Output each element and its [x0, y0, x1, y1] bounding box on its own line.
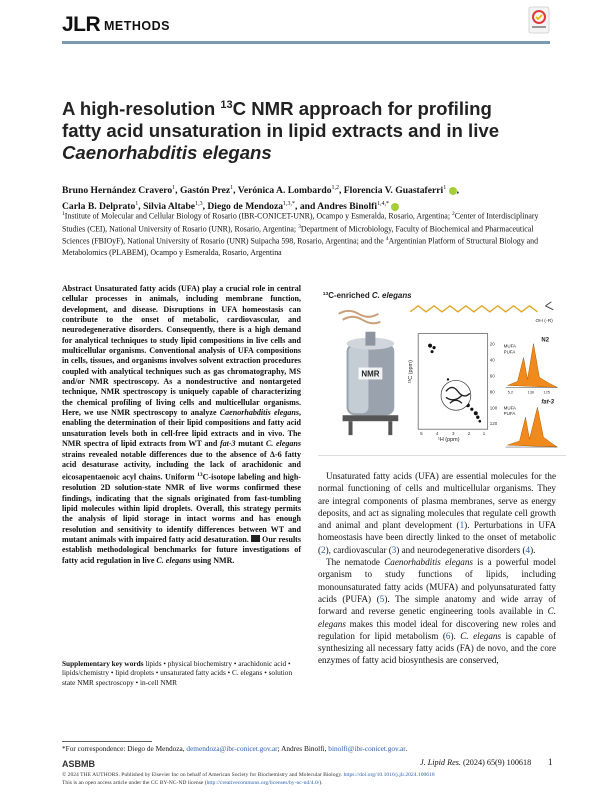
fatty-acid-chain	[410, 306, 537, 312]
paragraph: Unsaturated fatty acids (UFA) are essential molecules for the normal functioning of cells and multicellular organisms. They are integral components of plasma membranes, serve as energy deposits, and act as signaling molecules that regulate cell growth and animal and plant development (1). Perturbations in UFA homeostasis have been directly linked to the onset of metabolic (2), cardiovascular (3) and neurodegenerative disorders (4).	[318, 471, 556, 555]
svg-text:60: 60	[489, 373, 495, 379]
footnote-rule	[62, 741, 152, 742]
svg-text:N2: N2	[541, 337, 550, 344]
svg-text:4: 4	[436, 431, 439, 437]
author[interactable]: Diego de Mendoza	[207, 200, 284, 212]
abstract-label: Abstract	[62, 284, 92, 293]
page-number: 1	[548, 757, 553, 767]
journal-citation: J. Lipid Res. (2024) 65(9) 100618	[420, 758, 532, 767]
n2-peaks	[504, 338, 558, 395]
svg-text:125: 125	[543, 389, 551, 395]
affiliations: $^1$Institute of Molecular and Cellular Biology of Rosario (IBR-CONICET-UNR), Ocampo y Esmeralda, Rosario, Argentina; $^2$Center of Interdisciplinary Studies (CEI), National University of Rosario (UNR), Rosario, Argentina; $^3$Department of Microbiology, Faculty of Biochemical and Pharmaceutical Sciences (FBIOyF), National University of Rosario (UNR) Suipacha 598, Rosario, Argentina; and the $^4$Argentinian Platform of Structural Biology and Metabolomics (PLABEM), Ocampo y Esmeralda, Rosario, Argentina	[62, 211, 539, 257]
graphical-abstract-icon	[251, 535, 260, 542]
svg-text:fat-3: fat-3	[541, 399, 554, 406]
journal-section-label: METHODS	[104, 19, 170, 33]
author[interactable]: Gastón Prez	[179, 185, 231, 197]
svg-text:5.2: 5.2	[507, 389, 514, 395]
paragraph: The nematode Caenorhabditis elegans is a powerful model organism to study functions of lipids, including monounsaturated fatty acids (MUFA) and polyunsaturated fatty acids (PUFA) (5). The simple anatomy and wide array of forward and reverse genetic engineering tools available in C. elegans makes this model ideal for discovering new roles and regulation for lipid metabolism (6). C. elegans is capable of synthesizing all necessary fatty acids (FA) de novo, and the core enzymes of fatty acid biosynthesis are conserved,	[318, 557, 557, 666]
svg-text:¹³C (ppm): ¹³C (ppm)	[408, 360, 415, 384]
author-list: Bruno Hernández Cravero$^1$, Gastón Prez$^1$, Verónica A. Lombardo$^{1,2}$, Florencia V. Guastaferri$^1$ , Carla B. Delprato$^1$, Silvia Altabe$^{1,3}$, Diego de Mendoza$^{1,3,*}$, and Andres Binolfi$^{1,4,*}$	[62, 185, 459, 212]
journal-logo: JLR	[62, 13, 101, 36]
svg-text:OH (-R): OH (-R)	[535, 318, 553, 324]
hsqc-spectrum	[408, 334, 498, 443]
svg-text:¹H (ppm): ¹H (ppm)	[438, 437, 460, 444]
asbmb-logo: ASBMB	[62, 759, 95, 769]
author[interactable]: Carla B. Delprato	[62, 200, 136, 212]
body-text	[318, 470, 556, 667]
svg-text:PUFA: PUFA	[503, 411, 516, 417]
author[interactable]: Silvia Altabe	[143, 200, 196, 212]
correspondence-footnote: *For correspondence: Diego de Mendoza, demendoza@ibr-conicet.gov.ar; Andres Binolfi, binolfi@ibr-conicet.gov.ar.	[62, 744, 408, 753]
author[interactable]: Andres Binolfi	[317, 200, 377, 212]
svg-text:2: 2	[467, 431, 471, 437]
svg-text:13C-enriched C. elegans: $^{13}$C-enriched C. elegans	[322, 290, 412, 300]
svg-text:NMR: NMR	[361, 369, 380, 379]
svg-text:MUFA: MUFA	[503, 343, 517, 349]
doi-link[interactable]: https://doi.org/10.1016/j.jlr.2024.100618	[343, 772, 435, 778]
svg-text:100: 100	[489, 405, 498, 411]
license-link[interactable]: http://creativecommons.org/licenses/by-nc-nd/4.0/	[206, 780, 320, 786]
graphical-abstract	[318, 284, 566, 456]
abstract: Abstract Unsaturated fatty acids (UFA) play a crucial role in central cellular processes in animals, including membrane function, development, and disease. Disruptions in UFA homeostasis can contribute to the onset of metabolic, cardiovascular, and neurodegenerative disorders. Consequently, there is a high demand for analytical techniques to study lipid compositions in live cells and multicellular organisms. Conventional analysis of UFA compositions in cells, tissues, and organisms involves solvent extraction procedures coupled with analytical techniques such as gas chromatography, MS and/or NMR spectroscopy. As a nondestructive and nontargeted technique, NMR spectroscopy is uniquely capable of characterizing the chemical profiling of living cells and multicellular organisms. Here, we use NMR spectroscopy to analyze Caenorhabditis elegans, enabling the determination of their lipid compositions and fatty acid unsaturation levels both in cell-free lipid extracts and in vivo. The NMR spectra of lipid extracts from WT and fat-3 mutant C. elegans strains revealed notable differences due to the absence of Δ-6 fatty acid desaturase activity, including the lack of arachidonic and eicosapentaenoic acyl chains. Uniform $^{13}$C-isotope labeling and high-resolution 2D solution-state NMR of live worms confirmed these findings, indicating that the signals originated from fast-tumbling lipid molecules within lipid droplets. Overall, this strategy permits the analysis of lipid storage in intact worms and has enough resolution and sensitivity to identify differences between WT and mutant animals with impaired fatty acid desaturation. Our results establish methodological benchmarks for future investigations of fatty acid regulation in live C. elegans using NMR.	[62, 284, 301, 565]
svg-text:5: 5	[420, 431, 423, 437]
svg-text:1: 1	[482, 431, 486, 437]
nmr-magnet-icon	[343, 332, 399, 435]
svg-text:130: 130	[527, 389, 535, 395]
email-link[interactable]: demendoza@ibr-conicet.gov.ar	[186, 744, 278, 753]
reference-link[interactable]: 4	[525, 544, 531, 555]
svg-text:3: 3	[451, 431, 455, 437]
svg-text:MUFA: MUFA	[503, 405, 517, 411]
reference-link[interactable]: 1	[459, 520, 465, 531]
reference-link[interactable]: 6	[445, 630, 451, 641]
author[interactable]: Verónica A. Lombardo	[237, 185, 332, 197]
author[interactable]: Bruno Hernández Cravero	[62, 185, 173, 197]
author[interactable]: Florencia V. Guastaferri	[343, 185, 444, 197]
reference-link[interactable]: 5	[379, 593, 385, 604]
svg-text:80: 80	[489, 389, 495, 395]
header-rule	[62, 41, 550, 44]
svg-text:PUFA: PUFA	[503, 349, 516, 355]
svg-text:120: 120	[489, 421, 498, 427]
article-title: A high-resolution $^{13}$C NMR approach for profiling fatty acid unsaturation in lipid extracts and in live Caenorhabditis elegans	[62, 98, 500, 164]
keywords: Supplementary key words lipids • physical biochemistry • arachidonic acid • lipids/chemistry • lipid droplets • unsaturated fatty acids • C. elegans • solution state NMR spectroscopy • in-cell NMR	[62, 659, 293, 687]
orcid-icon[interactable]	[449, 187, 457, 195]
email-link[interactable]: binolfi@ibr-conicet.gov.ar	[328, 744, 406, 753]
reference-link[interactable]: 3	[391, 544, 397, 555]
check-for-updates-icon[interactable]	[528, 6, 550, 34]
svg-text:20: 20	[489, 341, 495, 347]
copyright-notice: © 2024 THE AUTHORS. Published by Elsevier Inc on behalf of American Society for Biochemistry and Molecular Biology. https://doi.org/10.1016/j.jlr.2024.100618 This is an open access article under the CC BY-NC-ND license (http://creativecommons.org/licenses/by-nc-nd/4.0/).	[62, 772, 435, 786]
reference-link[interactable]: 2	[321, 544, 326, 555]
svg-text:40: 40	[489, 357, 495, 363]
fat3-peaks	[504, 399, 558, 447]
